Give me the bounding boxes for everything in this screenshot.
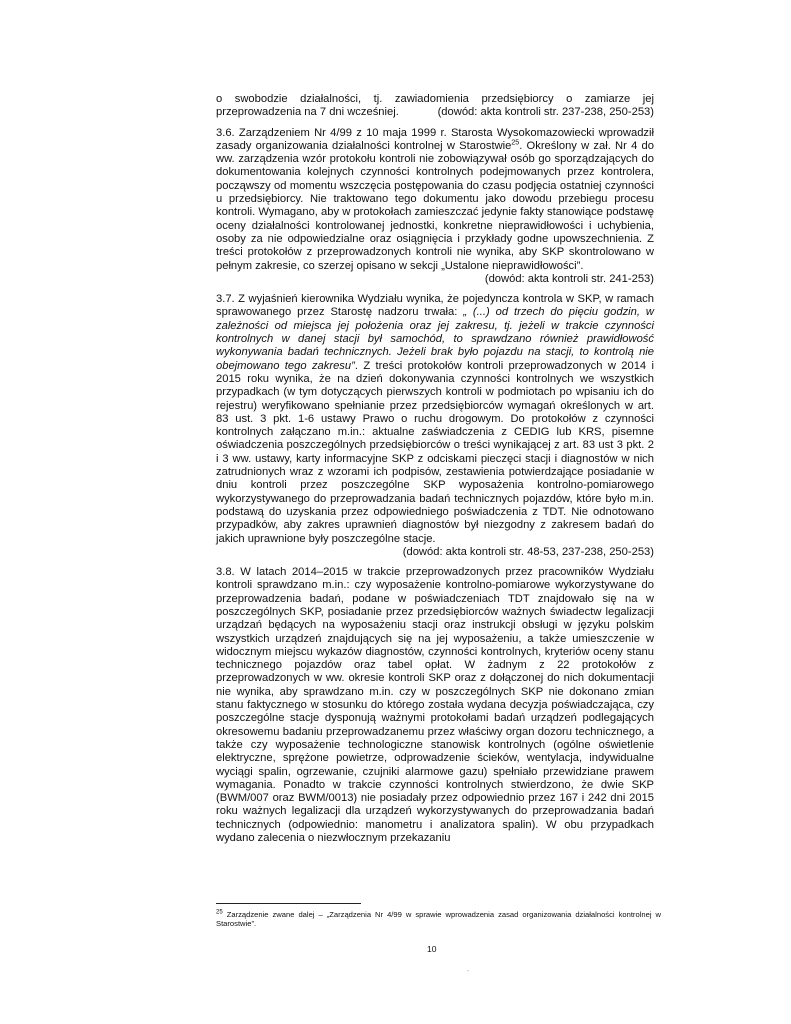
footnote [216, 910, 661, 929]
paragraph-text: 3.7. Z wyjaśnień kierownika Wydziału wynika, że pojedyncza kontrola w SKP, w ramach sprawowanego przez Starostę nadzoru trwała: [216, 293, 654, 319]
evidence-reference: (dowód: akta kontroli str. 241-253) [484, 272, 654, 285]
page-number: 10 [427, 944, 437, 954]
paragraph-text: . Określony w zał. Nr 4 do ww. zarządzenia wzór protokołu kontroli nie zobowiązywał osób go sporządzających do dokumentowania kolejnych czynności kontrolnych podejmowanych przez kontrolera, począwszy od momentu wszczęcia postępowania do czasu podjęcia ostatniej czynności u przedsiębiorcy. Nie traktowano tego dokumentu jako dowodu przebiegu procesu kontroli. Wymagano, aby w protokołach zamieszczać jedynie fakty stanowiące podstawę oceny działalności kontrolowanej jednostki, konkretne nieprawidłowości i uchybienia, osoby za nie odpowiedzialne oraz osiągnięcia i przykłady godne upowszechnienia. Z treści protokołów z przeprowadzonych kontroli nie wynika, aby SKP skontrolowano w pełnym zakresie, co szerzej opisano w sekcji „Ustalone nieprawidłowości”. [216, 139, 654, 272]
footnote-reference: 25 [511, 139, 520, 147]
scan-mark: - [467, 968, 470, 975]
footnote-text: Zarządzenie zwane dalej – „Zarządzenia Nr 4/99 w sprawie wprowadzenia zasad organizowania działalności kontrolnej w Starostwie”. [216, 910, 661, 929]
paragraph-text: 3.8. W latach 2014–2015 w trakcie przeprowadzonych przez pracowników Wydziału kontroli sprawdzano m.in.: czy wyposażenie kontrolno-pomiarowe wykorzystywane do przeprowadzenia badań, podane w poświadczeniach TDT znajdowało się na w poszczególnych SKP, posiadanie przez przedsiębiorców ważnych świadectw legalizacji urządzań będących na wyposażeniu stacji oraz instrukcji obsługi w języku polskim wszystkich urządzeń znajdujących się na jej wyposażeniu, a także umieszczenie w widocznym miejscu wykazów diagnostów, czynności kontrolnych, kryteriów oceny stanu technicznego pojazdów oraz tabel opłat. W żadnym z 22 protokołów z przeprowadzonych w ww. okresie kontroli SKP oraz z dołączonej do nich dokumentacji nie wynika, aby sprawdzano m.in. czy w poszczególnych SKP nie dokonano zmian stanu faktycznego w stosunku do którego została wydana decyzja poświadczająca, czy poszczególne stacje dysponują ważnymi protokołami badań urządzeń podlegających okresowemu badaniu przeprowadzanemu przez właściwy organ dozoru technicznego, a także czy wyposażenie technologiczne stanowisk kontrolnych (ogólne oświetlenie elektryczne, sprężone powietrze, odprowadzenie ścieków, wentylacja, indywidualne wyciągi spalin, ogrzewanie, czujniki alarmowe gazu) spełniało przewidziane prawem wymagania. Ponadto w trakcie czynności kontrolnych stwierdzono, że dwie SKP (BWM/007 oraz BWM/0013) nie posiadały przez odpowiednio przez 167 i 242 dni 2015 roku ważnych legalizacji dla urządzeń wykorzystywanych do przeprowadzania badań technicznych (odpowiednio: manometru i analizatora spalin). W obu przypadkach wydano zalecenia o niezwłocznym przekazaniu [216, 566, 654, 845]
paragraph-text: . Z treści protokołów kontroli przeprowadzonych w 2014 i 2015 roku wynika, że na dzień dokonywania czynności kontrolnych we wszystkich przypadkach (w tym dotyczących pierwszych kontroli w podmiotach po wpisaniu ich do rejestru) weryfikowano spełnianie przez przedsiębiorców wymagań określonych w art. 83 ust. 3 pkt. 1-6 ustawy Prawo o ruchu drogowym. Do protokołów z czynności kontrolnych załączano m.in.: aktualne zaświadczenia z CEDIG lub KRS, pisemne oświadczenia poszczególnych przedsiębiorców o treści wynikającej z art. 83 ust 3 pkt. 2 i 3 ww. ustawy, karty informacyjne SKP z odciskami pieczęci stacji i diagnostów w nich zatrudnionych wraz z wzorami ich podpisów, zestawienia potwierdzające posiadanie w dniu kontroli przez poszczególne SKP wyposażenia kontrolno-pomiarowego wykorzystywanego do przeprowadzania badań technicznych pojazdów, które było m.in. podstawą do uzyskania przez odpowiedniego poświadczenia z TDT. Nie odnotowano przypadków, aby zakres uprawnień diagnostów był niezgodny z zakresem badań do jakich uprawnione były poszczególne stacje. [216, 359, 655, 545]
footnote-mark: 25 [216, 909, 223, 916]
paragraph-3-7 [216, 293, 654, 559]
body-text [216, 93, 654, 852]
quoted-explanation: „ (...) od trzech do pięciu godzin, w zależności od miejsca jej położenia oraz jej zakresu, tj. jeżeli w trakcie czynności kontrolnych w danej stacji był samochód, to sprawdzano również prawidłowość wykonywania badań technicznych. Jeżeli brak było pojazdu na stacji, to kontrolą nie obejmowano tego zakresu” [216, 306, 654, 372]
evidence-reference: (dowód: akta kontroli str. 48-53, 237-238, 250-253) [402, 545, 654, 558]
footnote-separator [216, 903, 361, 904]
paragraph-3-6 [216, 127, 654, 287]
paragraph-text: o swobodzie działalności, tj. zawiadomienia przedsiębiorcy o zamiarze jej przeprowadzenia na 7 dni wcześniej. [216, 93, 654, 119]
evidence-reference: (dowód: akta kontroli str. 237-238, 250-253) [437, 106, 654, 119]
paragraph-text: 3.6. Zarządzeniem Nr 4/99 z 10 maja 1999 r. Starosta Wysokomazowiecki wprowadził zasady organizowania działalności kontrolnej w Starostwie [216, 126, 654, 152]
paragraph-continuation [216, 93, 654, 120]
paragraph-3-8 [216, 566, 654, 845]
